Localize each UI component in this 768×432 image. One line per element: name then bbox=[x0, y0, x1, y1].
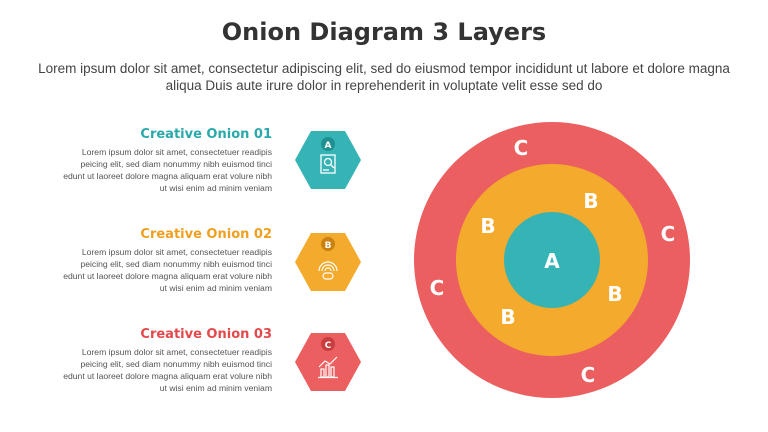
hex-letter: C bbox=[324, 341, 332, 351]
layer-label-b: B bbox=[607, 282, 623, 306]
layer-label-c: C bbox=[580, 363, 596, 387]
item-body: Lorem ipsum dolor sit amet, consectetuer readipis peicing elit, sed diam nonummy nibh euismod tinci edunt ut laoreet dolore magna aliquam erat volure nibh ut wisi enim ad minim veniam bbox=[63, 147, 272, 193]
layer-label-b: B bbox=[500, 305, 516, 329]
layer-label-c: C bbox=[513, 136, 529, 160]
hex-letter: A bbox=[324, 141, 332, 151]
layer-label-b: B bbox=[480, 214, 496, 238]
layer-label-c: C bbox=[660, 222, 676, 246]
item-body: Lorem ipsum dolor sit amet, consectetuer readipis peicing elit, sed diam nonummy nibh euismod tinci edunt ut laoreet dolore magna aliquam erat volure nibh ut wisi enim ad minim veniam bbox=[63, 247, 272, 293]
layer-label-b: B bbox=[583, 189, 599, 213]
page-subtitle: Lorem ipsum dolor sit amet, consectetur adipiscing elit, sed do eiusmod tempor incididunt ut labore et dolore magna aliqua Duis aute irure dolor in reprehenderit in voluptate velit esse sed do bbox=[38, 61, 730, 93]
layer-label-c: C bbox=[429, 276, 445, 300]
page-title: Onion Diagram 3 Layers bbox=[221, 18, 547, 46]
item-title: Creative Onion 03 bbox=[140, 327, 272, 342]
layer-label-a: A bbox=[544, 249, 560, 273]
hex-letter: B bbox=[324, 241, 332, 251]
item-title: Creative Onion 02 bbox=[140, 227, 272, 242]
item-title: Creative Onion 01 bbox=[140, 127, 272, 142]
item-body: Lorem ipsum dolor sit amet, consectetuer readipis peicing elit, sed diam nonummy nibh euismod tinci edunt ut laoreet dolore magna aliquam erat volure nibh ut wisi enim ad minim veniam bbox=[63, 347, 272, 393]
